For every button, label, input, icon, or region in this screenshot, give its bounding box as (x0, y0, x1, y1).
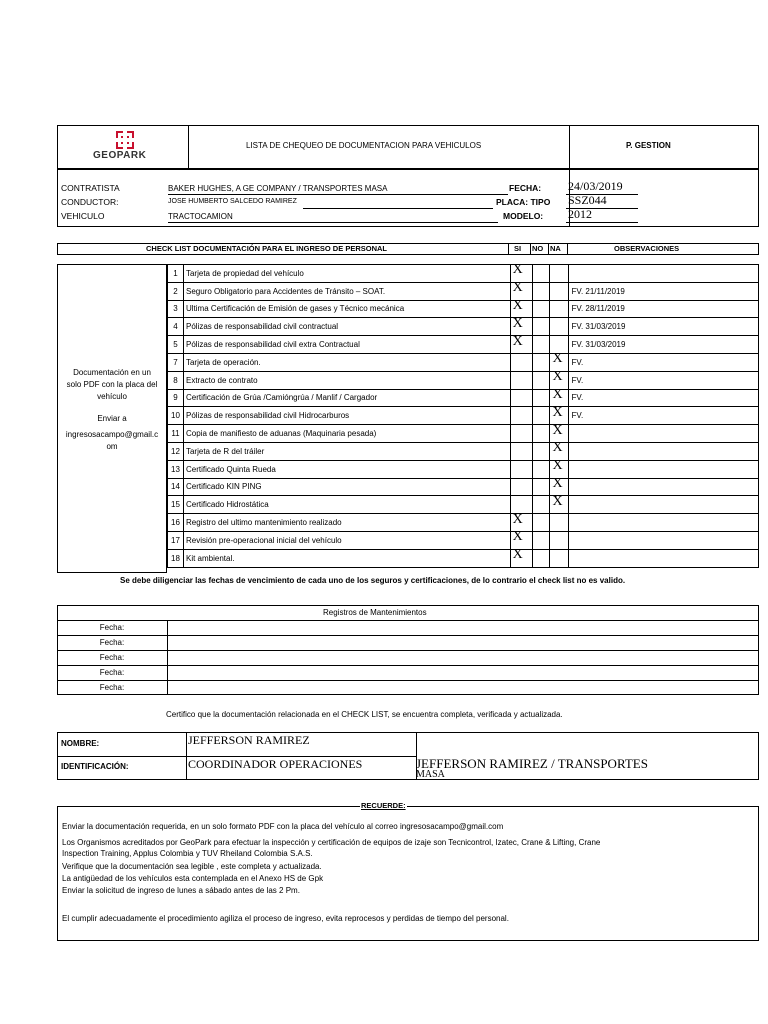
item-observation (569, 496, 759, 514)
item-no (532, 514, 550, 532)
item-si (510, 333, 532, 354)
item-no (532, 336, 550, 354)
item-si (510, 353, 532, 371)
checklist-row (168, 371, 759, 389)
signature-line1: JEFFERSON RAMIREZ / TRANSPORTES (416, 756, 648, 771)
ident-label: IDENTIFICACIÓN: (61, 762, 129, 771)
maintenance-date-field[interactable] (168, 651, 758, 664)
col-si: SI (514, 244, 522, 253)
item-na (550, 265, 569, 283)
maintenance-date-field[interactable] (168, 666, 758, 679)
fecha-label: FECHA: (509, 183, 542, 193)
item-no (532, 265, 550, 283)
check-mark: X (512, 547, 523, 563)
item-label: Revisión pre-operacional inicial del vehículo (183, 531, 510, 549)
item-label: Pólizas de responsabilidad civil extra Contractual (183, 336, 510, 354)
item-na (550, 318, 569, 336)
item-no (532, 389, 550, 407)
item-si (510, 371, 532, 389)
modelo-label: MODELO: (503, 211, 544, 221)
item-na (550, 531, 569, 549)
item-observation: FV. 28/11/2019 (569, 300, 759, 318)
certify-text: Certifico que la documentación relacionada en el CHECK LIST, se encuentra completa, verificada y actualizada. (166, 710, 563, 719)
col-no: NO (532, 244, 544, 253)
item-label: Pólizas de responsabilidad civil contractual (183, 318, 510, 336)
item-na (550, 493, 569, 514)
item-no (532, 282, 550, 300)
item-label: Pólizas de responsabilidad civil Hidrocarburos (183, 407, 510, 425)
item-number: 15 (168, 496, 184, 514)
item-na (550, 514, 569, 532)
check-mark: X (552, 351, 563, 367)
col-na: NA (550, 244, 561, 253)
recuerde-p3: Verifique que la documentación sea legible , este completa y actualizada. (62, 862, 322, 871)
item-si (510, 442, 532, 460)
recuerde-title: RECUERDE: (361, 801, 406, 810)
checklist-row (168, 514, 759, 532)
doc-title: LISTA DE CHEQUEO DE DOCUMENTACION PARA VEHICULOS (246, 141, 482, 150)
item-number: 8 (168, 371, 184, 389)
vehiculo-label: VEHICULO (61, 211, 105, 221)
item-label: Certificación de Grúa /Camióngrúa / Manlif / Cargador (183, 389, 510, 407)
item-na (550, 404, 569, 425)
maintenance-date-field[interactable] (168, 681, 758, 694)
geopark-logo (90, 130, 160, 164)
conductor-label: CONDUCTOR: (61, 197, 119, 207)
check-mark: X (512, 315, 523, 331)
ident-value: COORDINADOR OPERACIONES (188, 757, 363, 771)
check-mark: X (552, 369, 563, 385)
item-observation: FV. 21/11/2019 (569, 282, 759, 300)
check-mark: X (512, 280, 523, 296)
item-observation: FV. (569, 353, 759, 371)
item-observation (569, 514, 759, 532)
item-no (532, 442, 550, 460)
item-number: 11 (168, 425, 184, 443)
contratista-value: BAKER HUGHES, A GE COMPANY / TRANSPORTES MASA (168, 184, 388, 193)
item-number: 13 (168, 460, 184, 478)
conductor-value: JOSE HUMBERTO SALCEDO RAMIREZ (168, 198, 297, 205)
item-label: Extracto de contrato (183, 371, 510, 389)
item-observation: FV. 31/03/2019 (569, 318, 759, 336)
item-number: 17 (168, 531, 184, 549)
maintenance-date-field[interactable] (168, 621, 758, 634)
check-mark: X (552, 493, 563, 509)
maintenance-date-label: Fecha: (99, 668, 125, 677)
checklist-row (168, 282, 759, 300)
item-si (510, 496, 532, 514)
checklist-row (168, 318, 759, 336)
check-mark: X (552, 475, 563, 491)
left-note: Documentación en un solo PDF con la placa del vehículo Enviar a ingresosacampo@gmail.c om (65, 368, 159, 451)
item-number: 9 (168, 389, 184, 407)
checklist-title: CHECK LIST DOCUMENTACIÓN PARA EL INGRESO DE PERSONAL (146, 244, 387, 253)
checklist-row (168, 478, 759, 496)
item-label: Certificado KIN PING (183, 478, 510, 496)
maintenance-date-label: Fecha: (99, 653, 125, 662)
item-observation (569, 478, 759, 496)
checklist-row (168, 389, 759, 407)
checklist-row (168, 531, 759, 549)
recuerde-p2a: Los Organismos acreditados por GeoPark para efectuar la inspección y certificación de equipos de izaje son Tecnicontrol, Izatec, Crane & Lifting, Crane (62, 838, 601, 847)
checklist-row (168, 353, 759, 371)
item-observation (569, 549, 759, 567)
checklist-row (168, 300, 759, 318)
check-mark: X (512, 333, 523, 349)
item-number: 10 (168, 407, 184, 425)
maintenance-date-label: Fecha: (99, 623, 125, 632)
item-na (550, 282, 569, 300)
item-si (510, 460, 532, 478)
maintenance-date-label: Fecha: (99, 683, 125, 692)
nombre-value: JEFFERSON RAMIREZ (188, 733, 310, 747)
item-number: 14 (168, 478, 184, 496)
item-label: Tarjeta de operación. (183, 353, 510, 371)
item-observation: FV. 31/03/2019 (569, 336, 759, 354)
modelo-value: 2012 (568, 207, 592, 221)
item-no (532, 371, 550, 389)
item-no (532, 549, 550, 567)
item-label: Kit ambiental. (183, 549, 510, 567)
recuerde-p6: El cumplir adecuadamente el procedimiento agiliza el proceso de ingreso, evita reprocesos y perdidas de tiempo del personal. (62, 914, 509, 923)
item-na (550, 549, 569, 567)
check-mark: X (552, 422, 563, 438)
gestion-label: P. GESTION (626, 141, 671, 150)
placa-label: PLACA: TIPO (496, 197, 551, 207)
maintenance-date-field[interactable] (168, 636, 758, 649)
item-observation (569, 265, 759, 283)
maintenance-title: Registros de Mantenimientos (323, 608, 427, 617)
item-no (532, 496, 550, 514)
recuerde-p1: Enviar la documentación requerida, en un solo formato PDF con la placa del vehículo al correo ingresosacampo@gmail.com (62, 822, 504, 831)
item-no (532, 425, 550, 443)
item-no (532, 478, 550, 496)
placa-value: SSZ044 (568, 193, 607, 207)
item-si (510, 389, 532, 407)
item-observation: FV. (569, 407, 759, 425)
check-mark: X (552, 440, 563, 456)
item-number: 18 (168, 549, 184, 567)
item-no (532, 353, 550, 371)
item-no (532, 318, 550, 336)
nombre-label: NOMBRE: (61, 739, 100, 748)
check-mark: X (512, 262, 523, 278)
contratista-label: CONTRATISTA (61, 183, 120, 193)
check-mark: X (552, 404, 563, 420)
item-si (510, 407, 532, 425)
item-label: Registro del ultimo mantenimiento realizado (183, 514, 510, 532)
checklist-row (168, 336, 759, 354)
signature-line2: MASA (416, 769, 445, 780)
fecha-value: 24/03/2019 (568, 179, 623, 193)
item-label: Certificado Quinta Rueda (183, 460, 510, 478)
item-no (532, 300, 550, 318)
checklist-row (168, 549, 759, 567)
checklist-table (167, 264, 759, 568)
item-label: Tarjeta de R del tráiler (183, 442, 510, 460)
recuerde-p4: La antigüedad de los vehículos esta contemplada en el Anexo HS de Gpk (62, 874, 324, 883)
checklist-row (168, 265, 759, 283)
item-label: Seguro Obligatorio para Accidentes de Tránsito – SOAT. (183, 282, 510, 300)
item-si (510, 425, 532, 443)
check-mark: X (552, 386, 563, 402)
check-mark: X (552, 458, 563, 474)
item-number: 4 (168, 318, 184, 336)
item-na (550, 300, 569, 318)
recuerde-p2b: Inspection Training, Applus Colombia y TUV Rheiland Colombia S.A.S. (62, 849, 313, 858)
item-no (532, 460, 550, 478)
item-label: Copia de manifiesto de aduanas (Maquinaria pesada) (183, 425, 510, 443)
vehiculo-value: TRACTOCAMION (168, 212, 233, 221)
item-si (510, 549, 532, 567)
item-observation (569, 425, 759, 443)
check-mark: X (512, 511, 523, 527)
col-observaciones: OBSERVACIONES (614, 244, 680, 253)
item-observation: FV. (569, 371, 759, 389)
validity-note: Se debe diligenciar las fechas de vencimiento de cada uno de los seguros y certificaciones, de lo contrario el check list no es valido. (120, 576, 626, 585)
check-mark: X (512, 297, 523, 313)
item-number: 12 (168, 442, 184, 460)
check-mark: X (512, 529, 523, 545)
item-no (532, 407, 550, 425)
item-number: 16 (168, 514, 184, 532)
info-box (57, 169, 759, 227)
item-si (510, 478, 532, 496)
checklist-row (168, 407, 759, 425)
item-number: 2 (168, 282, 184, 300)
checklist-row (168, 442, 759, 460)
recuerde-p5: Enviar la solicitud de ingreso de lunes a sábado antes de las 2 Pm. (62, 886, 300, 895)
checklist-row (168, 460, 759, 478)
checklist-row (168, 425, 759, 443)
item-number: 5 (168, 336, 184, 354)
item-no (532, 531, 550, 549)
item-number: 1 (168, 265, 184, 283)
item-label: Certificado Hidrostática (183, 496, 510, 514)
item-number: 3 (168, 300, 184, 318)
maintenance-date-label: Fecha: (99, 638, 125, 647)
item-observation (569, 442, 759, 460)
item-observation (569, 531, 759, 549)
logo-text: GEOPARK (93, 150, 147, 161)
item-number: 7 (168, 353, 184, 371)
item-observation: FV. (569, 389, 759, 407)
item-observation (569, 460, 759, 478)
item-label: Tarjeta de propiedad del vehículo (183, 265, 510, 283)
checklist-row (168, 496, 759, 514)
item-label: Ultima Certificación de Emisión de gases y Técnico mecánica (183, 300, 510, 318)
